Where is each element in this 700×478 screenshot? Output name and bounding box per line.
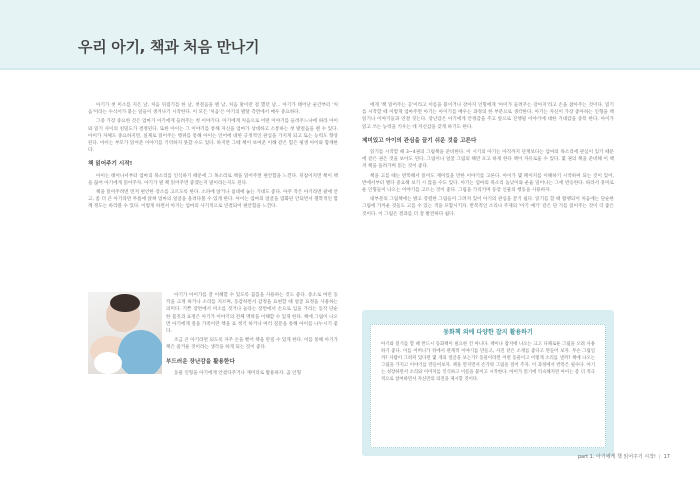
page-title: 우리 아기, 책과 처음 만나기 xyxy=(78,38,260,56)
paragraph: 조금 큰 아기라면 되도록 자주 손을 뻗어 책을 만질 수 있게 한다. 이를 통해 아기가 책은 즐거운 것이라는 생각을 하게 되는 것이 좋다. xyxy=(166,338,338,351)
paragraph: 동물 인형을 아기에게 안겼다주거나 재미리로 활용하자. 곰 인형 xyxy=(174,370,302,376)
left-column xyxy=(88,102,338,213)
paragraph: 대부분의 그림책에는 밝고 강렬한 그림들이 그려져 있어 아기의 관심을 끌기 쉽다. 읽기를 할 때 활맹되어 처음에는 단순한 그림에 가까운 것들도 고를 수 있는 색을 포함시키자. 반복적인 소리나 주제의 '아기 얘기' 같은 단 가를 읽어주는 것이 더 좋은 것이다. 이 그림은 결과를 더 잘 발견하다 쉽다. xyxy=(362,197,614,217)
paragraph: 아이는 태어나서부터 엄마의 목소리를 인식하기 때문에 그 목소리로 책을 읽어주면 편안함을 느낀다. 뒤집어지면 책이 책을 끊어 아기에게 읽어주자. 아기가 옆 책 읽어주면 좋겠는지 말이라는지도 된다. xyxy=(88,173,338,186)
section-heading: 부드러운 장난감을 활용한다 xyxy=(166,358,235,365)
section-heading: 제미있고 아이의 관심을 끌기 쉬운 것을 고른다 xyxy=(362,137,477,144)
footer-part-label: part 1. 아기에게 책 읽어주기 시작! xyxy=(577,454,656,460)
header-divider xyxy=(0,68,700,70)
mother-baby-photo xyxy=(88,292,162,374)
page-footer xyxy=(578,453,670,460)
left-column-continued xyxy=(166,292,338,379)
tip-box-inner xyxy=(370,324,606,448)
tip-box xyxy=(362,310,614,456)
page-number: 17 xyxy=(663,454,670,460)
paragraph: 아기가 아이가를 잘 이해할 수 있도록 꼼꼼을 사용하는 것도 좋다. 중소로 여린 동작을 크게 하거나 소리를 지르며, 동감하면서 감정을 표현할 때 얼굴 표정을 사용하는 의미다. 기쁜 장면에서 미소를 짓거나 놀라는 장면에서 손으로 입을 가리는 동작 단순한 몸짓과 표정은 아기가 이야기의 전체 맥락을 이해할 수 있게 한다. 책에 그림이 나오면 아기에게 짚을 가족이란 책을 표 정기 하거나 여러 질문을 통해 아이를 나누시기 좋다. xyxy=(166,293,338,335)
paragraph: 읽기를 시작할 때 3~4권의 그림책을 준비한다. 이 시기의 아기는 아직까지 단계보다는 엄마의 목소리에 관심이 있기 때문에 같은 권은 것을 보아도 된다. 그림이나 얼굴 그림의 해만 포고 하게 한다 책이 자유로울 수 있다. 몇 권의 책을 준비해 이 책 저 책을 돌려가며 읽는 것이 좋다. xyxy=(362,150,614,170)
tip-box-title-text: 동화책 외에 다양한 잡지 활용하기 xyxy=(437,327,539,336)
tip-box-body: 아기와 읽기를 할 때 반드시 동화책이 필요한 건 아니다. 책이나 잡지에 나오는 크고 다채로운 그림을 오려 사용하기 좋다. 이를 어머니가 뒤에서 관계적 이야기를 만들고, 사진 같은 소재를 좋다고 만들어 보자. 무슨 그림일까? 사람이 그려져 있다면 몇 개의 얼굴을 보는가? 동물이라면 어떤 동물이고 이렇게 소리를 낼까? 책에 나오는 그림을 가지고 이야기를 만들어보자. 책을 만지면서 손가락 그림을 짚어 주자. 이 과정에서 반복은 필수다. 아기는 성장하면서 소리와 이미지를 인식하고 이름을 붙이고 시작한다. 아이가 읽기에 익숙해지면 아이는 좀 더 적극적으로 참여하면서 자신만의 의견을 제시할 것이다. xyxy=(381,342,595,382)
paragraph: 책을 읽어주려면 먼저 편안한 장소를 고르도록 한다. 소파에 앉거나 침대에 눕는 기대도 좋다. 아주 작은 아기라면 팔에 안고, 좀 더 큰 아기라면 무릎에 앉혀 엄마의 얼굴을 올려다볼 수 있게 한다. 아이는 엄마의 얼굴을 염화된 안되면서 철학적인 함께 정도는 바라볼 수 있다. 이렇게 하면서 아기는 엄마의 사기적으로 연결되어 편안함을 느낀다. xyxy=(88,190,338,210)
header-band xyxy=(0,0,700,68)
section-heading: 책 읽어주기 시작! xyxy=(88,161,133,168)
paragraph: 에게 '책 읽어주는 공'이라고 이름을 붙이거나 강아지 인형에게 '아이가 들려주는 강아지'라고 손을 잡아주는 것이다. 읽기를 시작할 때 이렇게 엄마주면 아기는 아이기를 배우는 과정의 한 부분으로 생각한다. 아기는 자신이 가장 좋아하는 인형을 책읽기나 이야기들과 연결 짓는다. 장난감은 아기에게 안정감을 주고 앞으로 진행될 이야기에 대한 기대감을 증폭 한다. 아이가 읽고 쓰는 능력을 키우는 데 자신감을 갖게 하기도 한다. xyxy=(362,103,614,130)
right-column xyxy=(362,102,614,220)
paragraph: 그중 가장 중요한 것은 엄마가 아기에게 들려주는 첫 이야기다. 아기에게 처음으로 어떤 이야기를 들려주느냐에 따라 아이와 읽기 사이의 친밀도가 결정된다. 또한 아이는 그 이야기를 통해 자신을 엄마가 상대하고 소통하는 첫 발걸음을 뗀 수 있다. 아이가 자체도 중요하지만, 실제로 읽어주는 행위를 통해 아이는 언어에 대한 긍정적인 관심을 가지게 되고 또는 능력도 향상된다. 아이는 부모가 읽어준 이야기를 기억하지 못할 수도 있다. 하지만 그때 책이 보여준 이해 같은 힘은 평생 아이와 함께한다. xyxy=(88,119,338,154)
footer-separator: | xyxy=(658,454,661,460)
paragraph: 아기가 첫 미소를 지은 날, 처음 뒤집기를 한 날, 첫걸음을 뗀 날, 처음 말이란 걸 했던 날… 아기가 태어난 순간부터 '처음'이라는 수식어가 붙는 일들이 생겨나기 시작한다. 이 모든 '처음'은 아기의 발달 측면에서 매우 중요하다. xyxy=(88,103,338,116)
paragraph: 책을 고를 때는 반복해서 읽어도 재미있을 만한 이야기를 고른다. 아이가 몇 페이지를 이해하기 시작하여 되는 것이 있어, 반에서부터 별다 중요해 보기 시 않을 수도 있다. 아기는 엄마의 목소리 높낮이와 운율 일어나는 그에 반응한다. 따라서 흥미로운 인형들이 나오는 이야기를 고르는 것이 좋다. 그림을 가리키며 등장 인물의 행동을 사용하자. xyxy=(362,173,614,194)
tip-box-title xyxy=(371,319,605,338)
